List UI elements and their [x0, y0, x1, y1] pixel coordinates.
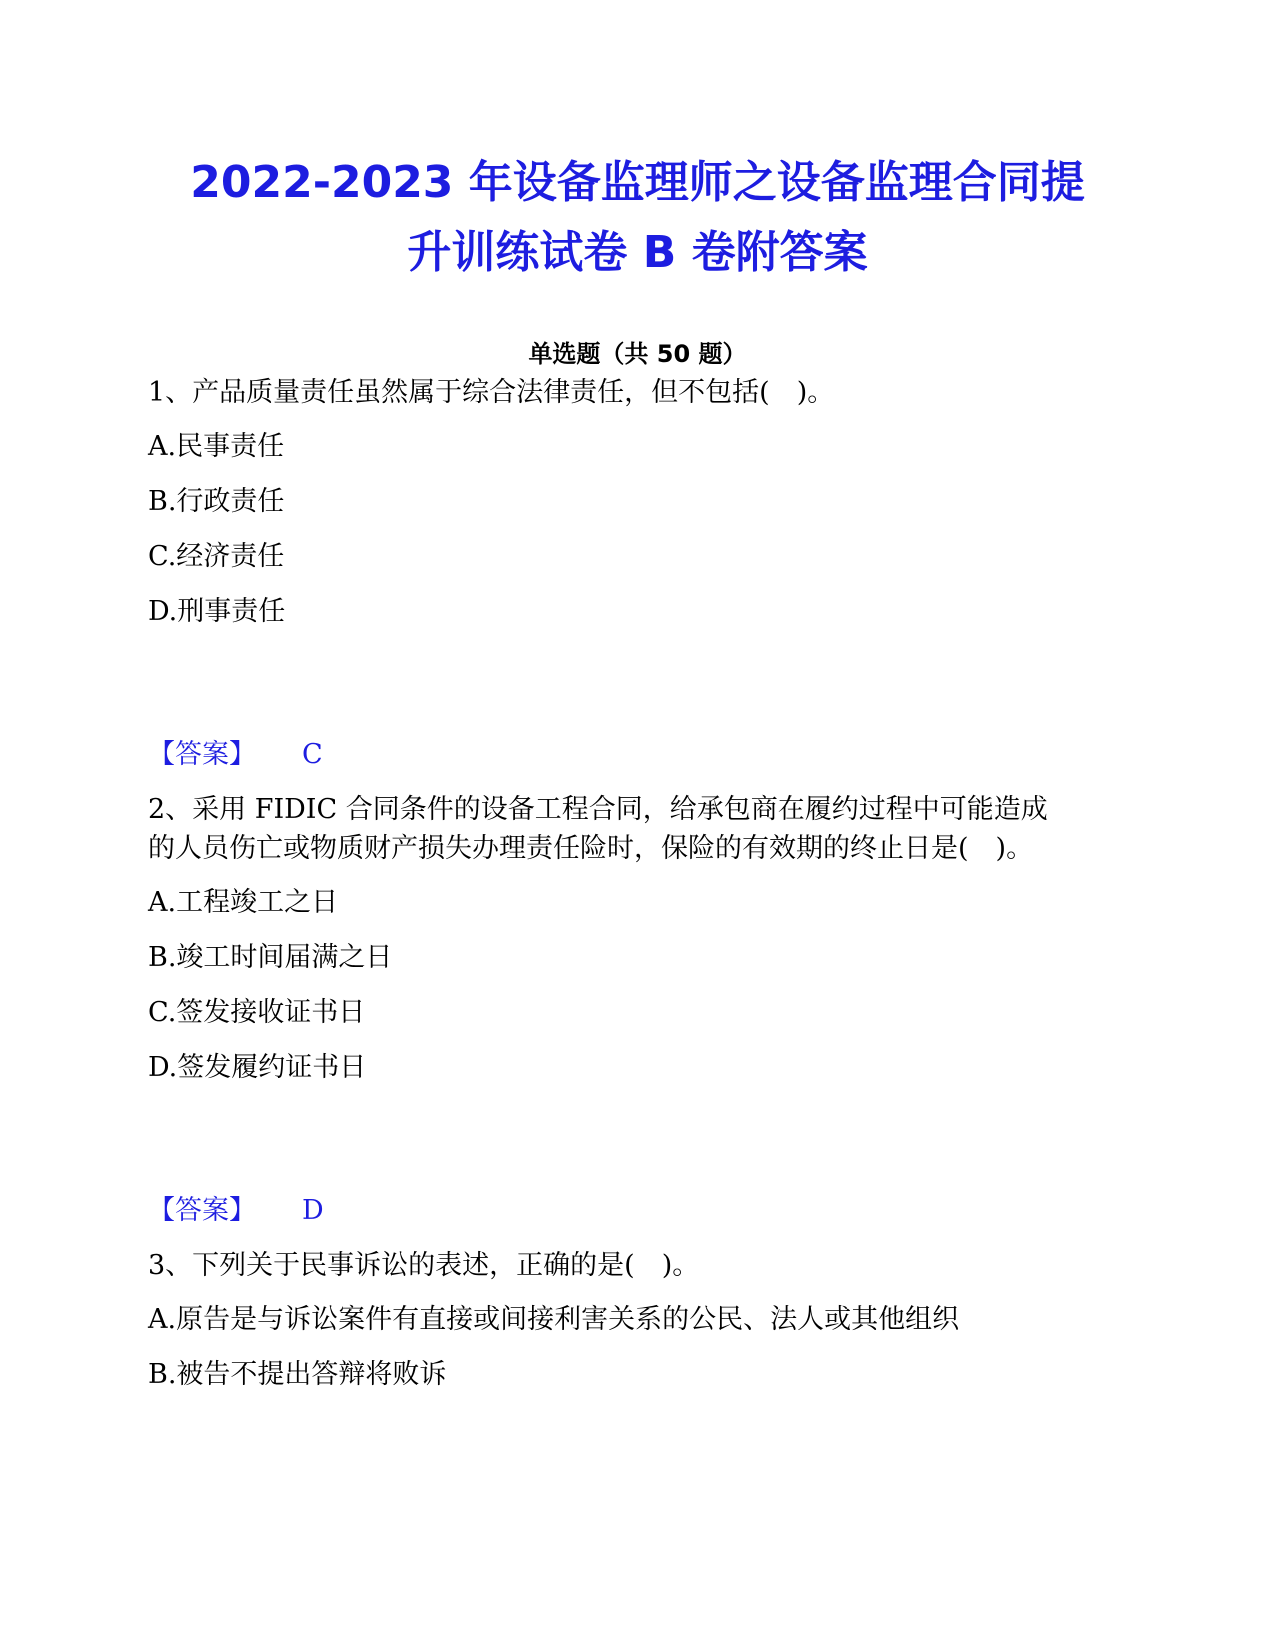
question-1-option-a: A.民事责任 — [148, 431, 285, 462]
question-1-stem: 1、产品质量责任虽然属于综合法律责任，但不包括( )。 — [148, 377, 835, 408]
answer-label: 【答案】 — [148, 1195, 256, 1226]
question-2-option-b: B.竣工时间届满之日 — [148, 942, 393, 973]
question-2-answer — [148, 1192, 324, 1230]
question-2-option-d: D.签发履约证书日 — [148, 1052, 367, 1083]
question-3-option-a: A.原告是与诉讼案件有直接或间接利害关系的公民、法人或其他组织 — [148, 1304, 960, 1335]
question-2-stem-line-1: 2、采用 FIDIC 合同条件的设备工程合同，给承包商在履约过程中可能造成 — [148, 794, 1048, 825]
question-2-option-c: C.签发接收证书日 — [148, 997, 366, 1028]
answer-value: D — [302, 1195, 324, 1226]
question-3-option-b: B.被告不提出答辩将败诉 — [148, 1359, 447, 1390]
question-1-option-d: D.刑事责任 — [148, 596, 286, 627]
section-heading: 单选题（共 50 题） — [528, 340, 747, 368]
question-1-answer — [148, 736, 323, 774]
document-title-line-2: 升训练试卷 B 卷附答案 — [407, 227, 868, 278]
question-1-option-b: B.行政责任 — [148, 486, 285, 517]
answer-value: C — [302, 739, 323, 770]
question-2-option-a: A.工程竣工之日 — [148, 887, 339, 918]
question-1-option-c: C.经济责任 — [148, 541, 285, 572]
question-3-stem: 3、下列关于民事诉讼的表述，正确的是( )。 — [148, 1250, 700, 1281]
question-2-stem-line-2: 的人员伤亡或物质财产损失办理责任险时，保险的有效期的终止日是( )。 — [148, 833, 1034, 864]
document-title-line-1: 2022-2023 年设备监理师之设备监理合同提 — [190, 157, 1085, 208]
answer-label: 【答案】 — [148, 739, 256, 770]
